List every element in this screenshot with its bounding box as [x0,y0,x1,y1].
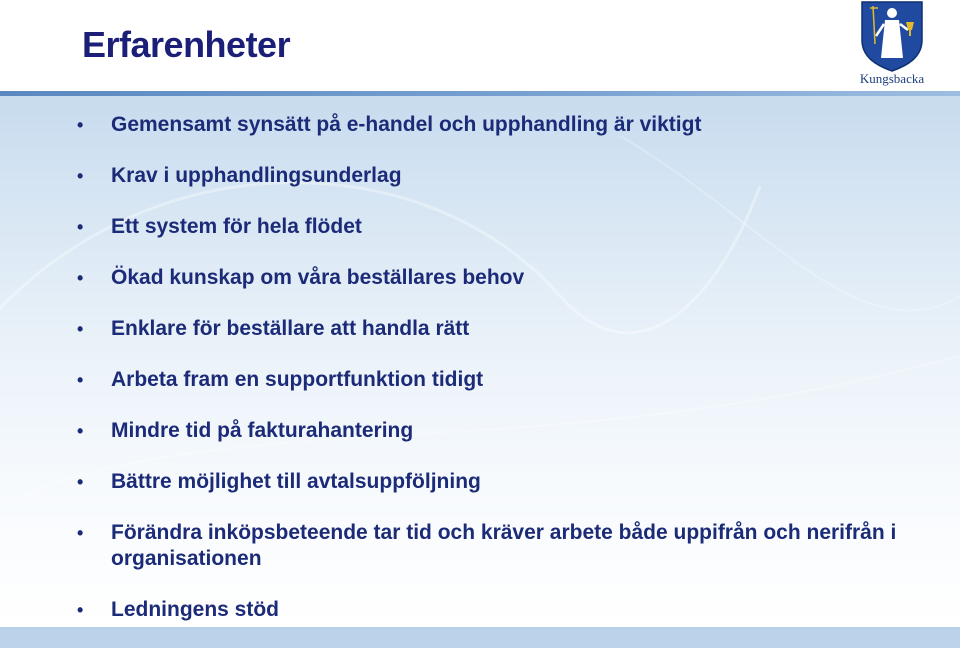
bullet-text: Ett system för hela flödet [111,215,362,238]
bullet-item [74,163,934,189]
bullet-list [74,112,934,648]
bullet-dot: • [77,166,84,186]
bullet-item [74,469,934,495]
bullet-item [74,112,934,138]
bullet-item [74,418,934,444]
bullet-dot: • [77,600,84,620]
bullet-item [74,367,934,393]
bullet-dot: • [77,115,84,135]
bullet-dot: • [77,472,84,492]
bullet-item [74,520,934,572]
bullet-text: Arbeta fram en supportfunktion tidigt [111,368,484,391]
bullet-text: Ökad kunskap om våra beställares behov [111,266,525,289]
logo-wordmark: Kungsbacka [859,71,925,86]
bullet-text: Mindre tid på fakturahantering [111,419,414,442]
bullet-dot: • [77,268,84,288]
bullet-item [74,316,934,342]
kungsbacka-logo [848,0,936,90]
bullet-item [74,597,934,623]
slide-header [0,0,960,92]
bullet-text: Gemensamt synsätt på e-handel och upphandling är viktigt [111,113,702,136]
bullet-dot: • [77,421,84,441]
bullet-dot: • [77,319,84,339]
bullet-dot: • [77,217,84,237]
bullet-text: Ledningens stöd [111,598,279,621]
bullet-text: Bättre möjlighet till avtalsuppföljning [111,470,481,493]
bullet-item [74,265,934,291]
coat-of-arms-icon [848,0,936,72]
bullet-text: Krav i upphandlingsunderlag [111,164,402,187]
bullet-dot: • [77,370,84,390]
bullet-text: Förändra inköpsbeteende tar tid och kräver arbete både uppifrån och nerifrån i organisationen [111,521,897,570]
bullet-dot: • [77,523,84,543]
slide-title: Erfarenheter [82,24,291,65]
bullet-text: Enklare för beställare att handla rätt [111,317,470,340]
bullet-item [74,214,934,240]
